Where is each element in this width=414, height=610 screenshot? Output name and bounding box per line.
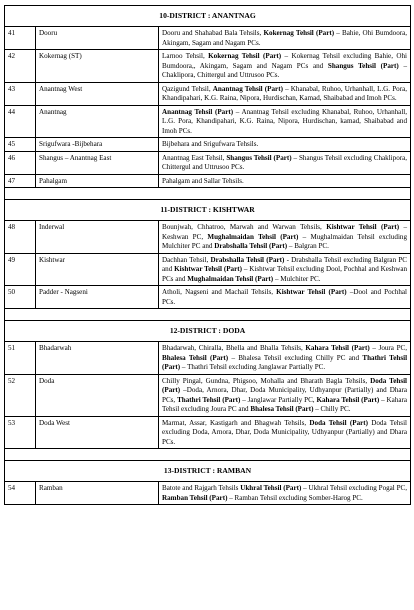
constituency-number: 53 xyxy=(5,416,36,449)
tehsil-part-label: Kishtwar Tehsil (Part) xyxy=(276,288,347,296)
extent-text: –Doda, Arnora, Dhar, Doda Municipality, Udhyanpur (Partially) and Dhara PCs, xyxy=(162,386,408,404)
constituency-number: 54 xyxy=(5,482,36,505)
constituency-number: 44 xyxy=(5,105,36,138)
constituency-name: Doda West xyxy=(36,416,159,449)
constituency-extent xyxy=(159,416,411,449)
tehsil-part-label: Bhalesa Tehsil (Part) xyxy=(250,405,314,413)
extent-text: – Bahie, Ohi Bumdoora, Akingam, Sagam and Nagam PCs. xyxy=(162,29,408,47)
constituency-extent xyxy=(159,151,411,174)
tehsil-part-label: Bhalesa Tehsil (Part) xyxy=(162,353,229,362)
constituency-name: Ramban xyxy=(36,482,159,505)
extent-text: – Ukhral Tehsil excluding Pogal PC, xyxy=(301,484,408,492)
district-header xyxy=(5,200,411,221)
tehsil-part-label: Kahara Tehsil (Part) xyxy=(316,395,380,404)
district-header xyxy=(5,321,411,342)
table-row xyxy=(5,105,411,138)
constituency-name: Shangus – Anantnag East xyxy=(36,151,159,174)
extent-text: – Anantnag Tehsil excluding Khanabal, Ruhoo, Urhanhall, L.G. Pora, Khandipahari, K.G. Raina, Nipora, Hurdischan, kamad, Shaibabad and Imoh PCs. xyxy=(162,107,408,135)
table-row xyxy=(5,50,411,83)
extent-text: Anantnag East Tehsil, xyxy=(162,153,227,162)
extent-text: – Bhalesa Tehsil excluding Chilly PC and xyxy=(228,353,363,362)
constituency-extent xyxy=(159,374,411,416)
extent-text: – Chilly PC. xyxy=(313,405,351,413)
extent-text: Batote and Rajgarh Tehsils xyxy=(162,484,241,492)
constituency-name: Inderwal xyxy=(36,221,159,254)
extent-text: – Kishtwar Tehsil excluding Dool, Pochhal and Keshwan PCs and xyxy=(162,265,408,283)
district-header xyxy=(5,461,411,482)
extent-text: – Keshwan PC, xyxy=(162,223,408,241)
extent-text: Bijbehara and Srigufwara Tehsils. xyxy=(162,140,259,148)
tehsil-part-label: Thathri Tehsil (Part) xyxy=(162,353,408,371)
extent-text: Atholi, Nagseni and Machail Tehsils, xyxy=(162,288,277,296)
extent-text: – Mughalmaidan Tehsil excluding Mulchiter PC and xyxy=(162,232,408,250)
extent-text: - Drabshalla Tehsil excluding Balgran PC and xyxy=(162,255,408,273)
constituency-extent xyxy=(159,50,411,83)
district-title: 10-DISTRICT : ANANTNAG xyxy=(5,6,411,27)
table-row xyxy=(5,342,411,375)
tehsil-part-label: Mughalmaidan Tehsil (Part) xyxy=(187,274,274,283)
constituency-name: Padder - Nagseni xyxy=(36,286,159,309)
constituency-name: Kokernag (ST) xyxy=(36,50,159,83)
table-row xyxy=(5,138,411,152)
tehsil-part-label: Doda Tehsil (Part) xyxy=(309,418,368,427)
constituency-extent xyxy=(159,138,411,152)
section-spacer xyxy=(5,309,411,321)
tehsil-part-label: Kishtwar Tehsil (Part) xyxy=(326,223,400,231)
district-title: 11-DISTRICT : KISHTWAR xyxy=(5,200,411,221)
tehsil-part-label: Kishtwar Tehsil (Part) xyxy=(174,265,242,273)
section-spacer xyxy=(5,188,411,200)
extent-text: – Mulchiter PC. xyxy=(273,274,321,283)
extent-text: – Chaklipora, Chittergul and Uttrusoo PCs. xyxy=(162,61,408,79)
constituency-extent xyxy=(159,174,411,188)
extent-text: – Janglawar Partially PC, xyxy=(240,395,317,404)
table-row xyxy=(5,27,411,50)
tehsil-part-label: Drabshalla Tehsil (Part) xyxy=(210,255,285,264)
constituency-number: 52 xyxy=(5,374,36,416)
extent-text: – Kahara Tehsil excluding Joura PC and xyxy=(162,395,408,413)
tehsil-part-label: Ramban Tehsil (Part) xyxy=(162,493,228,502)
table-row xyxy=(5,286,411,309)
constituency-name: Anantnag xyxy=(36,105,159,138)
extent-text: –Dool and Pochhal PCs. xyxy=(162,288,408,306)
constituency-extent xyxy=(159,342,411,375)
tehsil-part-label: Kokernag Tehsil (Part) xyxy=(208,52,282,60)
extent-text: Bounjwah, Chhatroo, Marwah and Warwan Tehsils, xyxy=(162,223,327,231)
constituency-extent xyxy=(159,253,411,286)
extent-text: – Kokernag Tehsil excluding Bahie, Ohi Bumdoora,, Akingam, Sagam and Nagam PCs and xyxy=(162,52,408,70)
table-row xyxy=(5,221,411,254)
extent-text: Larnoo Tehsil, xyxy=(162,52,209,60)
constituency-name: Anantnag West xyxy=(36,82,159,105)
constituency-number: 48 xyxy=(5,221,36,254)
tehsil-part-label: Shangus Tehsil (Part) xyxy=(327,61,399,70)
extent-text: – Balgran PC. xyxy=(287,242,329,250)
constituency-number: 43 xyxy=(5,82,36,105)
extent-text: Marmat, Assar, Kastigarh and Bhagwah Tehsils, xyxy=(162,418,310,427)
constituency-name: Dooru xyxy=(36,27,159,50)
table-row xyxy=(5,253,411,286)
constituency-extent xyxy=(159,82,411,105)
tehsil-part-label: Thathri Tehsil (Part) xyxy=(177,395,241,404)
extent-text: Chilly Pingal, Gundna, Phigsoo, Mohalla and Bharath Bagla Tehsils, xyxy=(162,376,371,385)
tehsil-part-label: Ukhral Tehsil (Part) xyxy=(240,484,302,492)
table-row xyxy=(5,151,411,174)
section-spacer xyxy=(5,449,411,461)
extent-text: Dachhan Tehsil, xyxy=(162,255,211,264)
table-row xyxy=(5,374,411,416)
constituency-number: 50 xyxy=(5,286,36,309)
constituency-name: Bhadarwah xyxy=(36,342,159,375)
constituency-number: 49 xyxy=(5,253,36,286)
constituency-extent xyxy=(159,105,411,138)
extent-text: Bhadarwah, Chiralla, Bhella and Bhalla Tehsils, xyxy=(162,344,306,352)
tehsil-part-label: Doda Tehsil (Part) xyxy=(162,376,408,394)
tehsil-part-label: Shangus Tehsil (Part) xyxy=(226,153,292,162)
table-row xyxy=(5,82,411,105)
table-row xyxy=(5,174,411,188)
constituency-name: Pahalgam xyxy=(36,174,159,188)
extent-text: – Shangus Tehsil excluding Chaklipora, Chittergul and Uttrusoo PCs. xyxy=(162,153,408,171)
tehsil-part-label: Anantnag Tehsil (Part) xyxy=(212,84,283,93)
extent-text: Dooru and Shahabad Bala Tehsils, xyxy=(162,29,264,37)
constituency-number: 51 xyxy=(5,342,36,375)
district-title: 13-DISTRICT : RAMBAN xyxy=(5,461,411,482)
table-row xyxy=(5,416,411,449)
extent-text: Qazigund Tehsil, xyxy=(162,84,213,93)
tehsil-part-label: Drabshalla Tehsil (Part) xyxy=(214,242,288,250)
district-header xyxy=(5,6,411,27)
tehsil-part-label: Mughalmaidan Tehsil (Part) xyxy=(207,232,299,241)
constituency-number: 42 xyxy=(5,50,36,83)
constituency-extent xyxy=(159,221,411,254)
constituency-table xyxy=(4,5,411,505)
tehsil-part-label: Kahara Tehsil (Part) xyxy=(305,344,370,352)
extent-text: – Thathri Tehsil excluding Janglawar Partially PC. xyxy=(180,363,326,371)
tehsil-part-label: Kokernag Tehsil (Part) xyxy=(263,29,335,37)
constituency-number: 45 xyxy=(5,138,36,152)
constituency-extent xyxy=(159,286,411,309)
constituency-name: Srigufwara -Bijbehara xyxy=(36,138,159,152)
constituency-number: 46 xyxy=(5,151,36,174)
constituency-number: 41 xyxy=(5,27,36,50)
table-row xyxy=(5,482,411,505)
extent-text: Pahalgam and Sallar Tehsils. xyxy=(162,176,244,185)
extent-text: Doda Tehsil excluding Doda, Arnora, Dhar, Doda Municipality, Udhyanpur (Partially) and Dhara PCs. xyxy=(162,418,408,446)
constituency-extent xyxy=(159,27,411,50)
extent-text: – Ramban Tehsil excluding Somber-Harog PC. xyxy=(227,493,363,502)
district-title: 12-DISTRICT : DODA xyxy=(5,321,411,342)
constituency-number: 47 xyxy=(5,174,36,188)
tehsil-part-label: Anantnag Tehsil (Part) xyxy=(162,107,234,116)
extent-text: – Khanabal, Ruhoo, Urhanhall, L.G. Pora, Khandipahari, K.G. Raina, Nipora, Hurdischan, Kamad, Shaibabad and Imoh PCs. xyxy=(162,84,408,102)
constituency-name: Doda xyxy=(36,374,159,416)
constituency-extent xyxy=(159,482,411,505)
extent-text: – Joura PC, xyxy=(369,344,408,352)
constituency-name: Kishtwar xyxy=(36,253,159,286)
